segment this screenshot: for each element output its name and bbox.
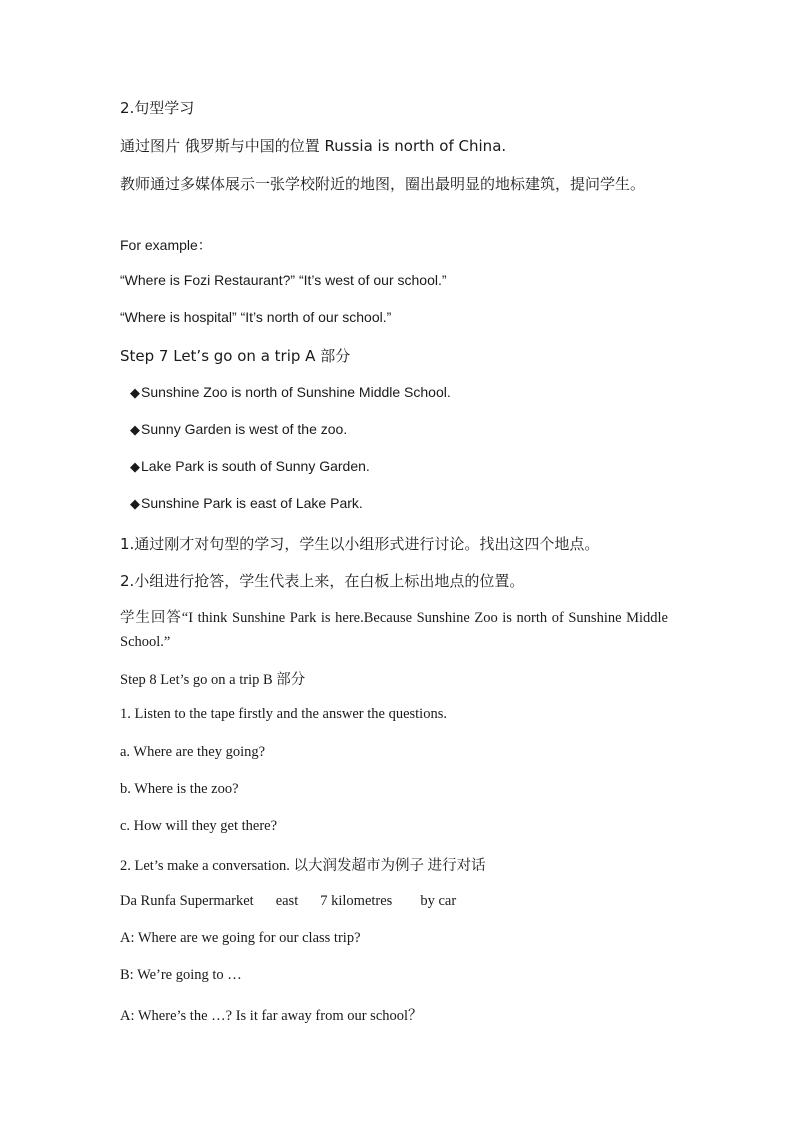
bullet-text: Sunshine Park is east of Lake Park. [141,495,363,511]
info-transport: by car [420,893,457,909]
bullet-item-2 [130,421,347,438]
task-1: 1.通过刚才对句型的学习，学生以小组形式进行讨论。找出这四个地点。 [120,535,600,553]
step8-title: Step 8 Let’s go on a trip B 部分 [120,672,306,688]
teacher-instruction: 教师通过多媒体展示一张学校附近的地图，圈出最明显的地标建筑，提问学生。 [120,175,646,193]
bullet-item-4 [130,495,363,512]
bullet-item-1 [130,384,451,401]
diamond-bullet-icon: ◆ [130,385,140,400]
bullet-text: Lake Park is south of Sunny Garden. [141,458,370,474]
bullet-text: Sunny Garden is west of the zoo. [141,421,348,437]
student-answer: 学生回答“I think Sunshine Park is here.Because Sunshine Zoo is north of Sunshine Middle School.” [120,610,668,650]
intro-line: 通过图片 俄罗斯与中国的位置 Russia is north of China. [120,137,507,155]
question-c: c. How will they get there? [120,818,278,834]
info-distance: 7 kilometres [320,893,393,909]
example-2: “Where is hospital” “It’s north of our school.” [120,309,392,325]
bullet-text: Sunshine Zoo is north of Sunshine Middle School. [141,384,451,400]
bullet-item-3 [130,458,370,475]
conversation-info [120,893,456,910]
question-a: a. Where are they going? [120,744,266,760]
example-1: “Where is Fozi Restaurant?” “It’s west of our school.” [120,272,447,288]
diamond-bullet-icon: ◆ [130,422,140,437]
question-b: b. Where is the zoo? [120,781,239,797]
section-title: 2.句型学习 [120,99,195,117]
info-place: Da Runfa Supermarket [120,893,254,909]
dialogue-a2: A: Where’s the …? Is it far away from our school？ [120,1008,423,1024]
example-label: For example： [120,237,212,253]
conversation-instruction: 2. Let’s make a conversation. 以大润发超市为例子 进行对话 [120,858,486,874]
dialogue-a1: A: Where are we going for our class trip? [120,930,361,946]
listen-instruction: 1. Listen to the tape firstly and the answer the questions. [120,706,447,722]
diamond-bullet-icon: ◆ [130,496,140,511]
step7-title: Step 7 Let’s go on a trip A 部分 [120,347,351,365]
info-direction: east [275,893,299,909]
diamond-bullet-icon: ◆ [130,459,140,474]
task-2: 2.小组进行抢答，学生代表上来，在白板上标出地点的位置。 [120,572,525,590]
dialogue-b1: B: We’re going to … [120,967,242,983]
